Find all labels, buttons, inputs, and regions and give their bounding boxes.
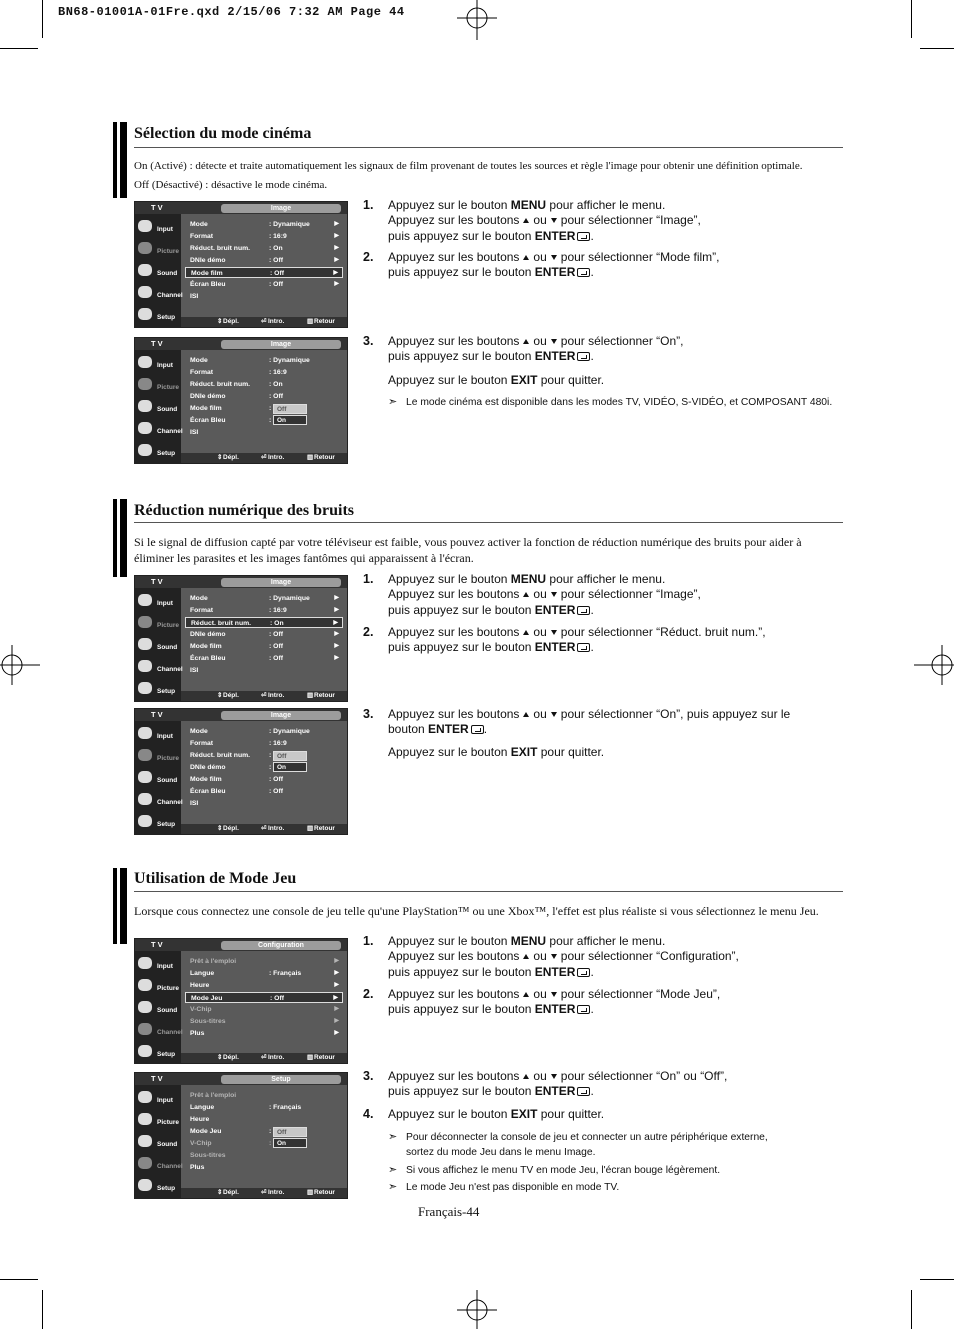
menu-category-icon (138, 286, 152, 298)
return-icon: ▥ (307, 1054, 314, 1061)
tv-side-item: Setup (135, 1176, 181, 1196)
enter-icon (577, 643, 590, 652)
tv-menu-row: Mode Jeu : (190, 1128, 272, 1135)
chevron-right-icon: ▶ (334, 631, 339, 637)
tv-menu-row: Format : 16:9 ▶ (190, 607, 339, 614)
menu-category-icon (138, 1113, 152, 1125)
menu-category-icon (138, 660, 152, 672)
up-arrow-icon (523, 592, 529, 597)
tv-menu-screenshot (134, 337, 348, 464)
section-bar (113, 868, 127, 944)
tv-footer: ⇕ Dépl. ⏎ Intro. ▥ Retour (181, 691, 347, 701)
chevron-right-icon: ▶ (334, 958, 339, 964)
tv-side-item: Sound (135, 261, 181, 281)
tv-menu-row: Mode film : Off (190, 776, 283, 783)
section-bar (113, 499, 127, 577)
section-description: Lorsque cous connectez une console de jeu telle qu'une PlayStation™ ou une Xbox™, l'effet est plus réaliste si vous sélectionnez le menu Jeu. (134, 904, 819, 918)
menu-category-icon (138, 444, 152, 456)
tv-menu-title: Configuration (221, 941, 341, 950)
tv-label: T V (151, 940, 163, 949)
crop-mark (911, 0, 912, 38)
menu-category-icon (138, 815, 152, 827)
registration-mark-icon (457, 1290, 497, 1329)
menu-category-icon (138, 749, 152, 761)
section-cinema-mode (113, 122, 843, 202)
chevron-right-icon: ▶ (334, 643, 339, 649)
crop-mark (0, 48, 38, 49)
menu-category-icon (138, 1157, 152, 1169)
tv-menu-row: Format : 16:9 (190, 740, 287, 747)
menu-category-icon (138, 1091, 152, 1103)
tv-side-item: Channel (135, 283, 181, 303)
tv-menu-row: Réduct. bruit num. : (190, 752, 272, 759)
tv-side-item: Channel (135, 419, 181, 439)
enter-icon: ⏎ (261, 318, 267, 325)
chevron-right-icon: ▶ (334, 655, 339, 661)
menu-category-icon (138, 771, 152, 783)
tv-menu-row: Réduct. bruit num. : On ▶ (185, 617, 343, 628)
crop-mark (920, 1279, 954, 1280)
tv-menu-row: ISI (190, 429, 199, 436)
down-arrow-icon (551, 992, 557, 997)
tv-menu-row: ISI (190, 667, 199, 674)
tv-menu-row: Format : 16:9 (190, 369, 287, 376)
tv-popup-option: On (273, 1138, 307, 1148)
enter-icon: ⏎ (261, 454, 267, 461)
up-arrow-icon (523, 712, 529, 717)
enter-icon (577, 606, 590, 615)
tv-menu-screenshot (134, 938, 348, 1064)
section-title: Sélection du mode cinéma (134, 125, 312, 142)
down-arrow-icon (551, 255, 557, 260)
tv-header (135, 709, 347, 721)
down-arrow-icon (551, 592, 557, 597)
menu-category-icon (138, 1001, 152, 1013)
tv-menu-row: Sous-titres (190, 1152, 226, 1159)
tv-menu-row: ISI (190, 293, 199, 300)
tv-footer: ⇕ Dépl. ⏎ Intro. ▥ Retour (181, 317, 347, 327)
tv-menu-row: Écran Bleu : Off ▶ (190, 655, 339, 662)
tv-menu-row: Heure ▶ (190, 982, 339, 989)
tv-sidebar (135, 214, 181, 327)
tv-side-item: Setup (135, 441, 181, 461)
tv-popup-option: On (273, 762, 307, 772)
enter-icon: ⏎ (261, 1189, 267, 1196)
tv-menu-row: Réduct. bruit num. : On ▶ (190, 245, 339, 252)
tv-side-item: Setup (135, 679, 181, 699)
tv-menu-row: Mode Jeu : Off ▶ (185, 992, 343, 1003)
registration-mark-icon (0, 645, 40, 685)
tv-menu-title: Image (221, 204, 341, 213)
chevron-right-icon: ▶ (334, 982, 339, 988)
chevron-right-icon: ▶ (334, 595, 339, 601)
tv-menu-row: Écran Bleu : Off ▶ (190, 281, 339, 288)
tv-side-item: Sound (135, 397, 181, 417)
tv-side-item: Setup (135, 812, 181, 832)
tv-menu-screenshot (134, 201, 348, 328)
menu-category-icon (138, 356, 152, 368)
menu-category-icon (138, 682, 152, 694)
tv-menu-row: Prêt à l'emploi (190, 1092, 237, 1099)
tv-side-item: Setup (135, 305, 181, 325)
page-number: Français-44 (418, 1204, 480, 1219)
tv-menu-screenshot (134, 575, 348, 702)
tv-side-item: Setup (135, 1042, 181, 1062)
tv-popup-option: Off (273, 404, 307, 414)
note-arrow-icon: ➣ (388, 1164, 398, 1176)
tv-sidebar (135, 951, 181, 1063)
enter-icon (577, 268, 590, 277)
registration-mark-icon (914, 645, 954, 685)
return-icon: ▥ (307, 1189, 314, 1196)
menu-category-icon (138, 400, 152, 412)
chevron-right-icon: ▶ (334, 257, 339, 263)
tv-label: T V (151, 710, 163, 719)
section-rule (134, 891, 843, 892)
tv-menu-row: Mode : Dynamique (190, 357, 310, 364)
tv-header (135, 939, 347, 951)
registration-mark-icon (457, 0, 497, 40)
menu-category-icon (138, 979, 152, 991)
tv-menu-row: Langue : Français ▶ (190, 970, 339, 977)
chevron-right-icon: ▶ (334, 221, 339, 227)
return-icon: ▥ (307, 318, 314, 325)
down-arrow-icon (551, 339, 557, 344)
up-arrow-icon (523, 1074, 529, 1079)
section-bar (113, 122, 127, 198)
tv-menu-row: DNIe démo : (190, 764, 272, 771)
tv-menu-row: Plus ▶ (190, 1030, 339, 1037)
enter-icon: ⏎ (261, 1054, 267, 1061)
tv-sidebar (135, 1085, 181, 1198)
tv-side-item: Input (135, 353, 181, 373)
tv-header (135, 576, 347, 588)
tv-menu-row: Langue : Français (190, 1104, 302, 1111)
move-icon: ⇕ (217, 1189, 223, 1196)
tv-menu-row: V-Chip : (190, 1140, 272, 1147)
enter-icon: ⏎ (261, 692, 267, 699)
tv-side-item: Channel (135, 657, 181, 677)
tv-side-item: Sound (135, 1132, 181, 1152)
tv-menu-row: Réduct. bruit num. : On (190, 381, 283, 388)
section-rule (134, 522, 843, 523)
tv-menu-row: Mode film : (190, 405, 272, 412)
up-arrow-icon (523, 954, 529, 959)
tv-side-item: Input (135, 591, 181, 611)
tv-side-item: Picture (135, 1110, 181, 1130)
chevron-right-icon: ▶ (333, 995, 338, 1001)
tv-menu-row: DNIe démo : Off (190, 393, 283, 400)
section-rule (134, 147, 843, 148)
tv-label: T V (151, 1074, 163, 1083)
down-arrow-icon (551, 954, 557, 959)
tv-side-item: Sound (135, 635, 181, 655)
menu-category-icon (138, 308, 152, 320)
tv-menu-row: Mode : Dynamique ▶ (190, 221, 339, 228)
note-arrow-icon: ➣ (388, 1131, 398, 1143)
menu-category-icon (138, 1135, 152, 1147)
tv-footer: ⇕ Dépl. ⏎ Intro. ▥ Retour (181, 1053, 347, 1063)
tv-side-item: Channel (135, 1154, 181, 1174)
tv-header (135, 338, 347, 350)
menu-category-icon (138, 264, 152, 276)
tv-menu-row: Prêt à l'emploi ▶ (190, 958, 339, 965)
section-description: Si le signal de diffusion capté par votre téléviseur est faible, vous pouvez activer la fonction de réduction numérique des bruits pour aider à éliminer les parasites et les images fantômes qui apparaissent à l'écran. (134, 535, 802, 565)
crop-mark (920, 48, 954, 49)
tv-menu-row: Mode film : Off ▶ (185, 267, 343, 278)
chevron-right-icon: ▶ (334, 1006, 339, 1012)
tv-header (135, 202, 347, 214)
menu-category-icon (138, 422, 152, 434)
menu-category-icon (138, 616, 152, 628)
menu-category-icon (138, 242, 152, 254)
up-arrow-icon (523, 255, 529, 260)
tv-sidebar (135, 350, 181, 463)
tv-label: T V (151, 339, 163, 348)
up-arrow-icon (523, 218, 529, 223)
enter-icon: ⏎ (261, 825, 267, 832)
down-arrow-icon (551, 218, 557, 223)
crop-mark (911, 1290, 912, 1329)
note-arrow-icon: ➣ (388, 396, 398, 408)
chevron-right-icon: ▶ (333, 620, 338, 626)
tv-side-item: Picture (135, 976, 181, 996)
menu-category-icon (138, 638, 152, 650)
chevron-right-icon: ▶ (334, 970, 339, 976)
chevron-right-icon: ▶ (334, 233, 339, 239)
menu-category-icon (138, 1023, 152, 1035)
chevron-right-icon: ▶ (334, 245, 339, 251)
return-icon: ▥ (307, 692, 314, 699)
return-icon: ▥ (307, 825, 314, 832)
enter-icon (577, 1087, 590, 1096)
tv-side-item: Input (135, 217, 181, 237)
crop-mark (42, 1290, 43, 1329)
enter-icon (577, 352, 590, 361)
tv-menu-screenshot (134, 1072, 348, 1199)
menu-category-icon (138, 957, 152, 969)
tv-menu-row: ISI (190, 800, 199, 807)
tv-menu-row: DNIe démo : Off ▶ (190, 631, 339, 638)
menu-category-icon (138, 793, 152, 805)
tv-menu-row: V-Chip ▶ (190, 1006, 339, 1013)
tv-menu-row: Écran Bleu : (190, 417, 272, 424)
tv-menu-title: Image (221, 578, 341, 587)
tv-footer: ⇕ Dépl. ⏎ Intro. ▥ Retour (181, 824, 347, 834)
down-arrow-icon (551, 712, 557, 717)
tv-footer: ⇕ Dépl. ⏎ Intro. ▥ Retour (181, 1188, 347, 1198)
printer-slug: BN68-01001A-01Fre.qxd 2/15/06 7:32 AM Page 44 (58, 5, 405, 19)
chevron-right-icon: ▶ (334, 1030, 339, 1036)
move-icon: ⇕ (217, 454, 223, 461)
tv-side-item: Channel (135, 1020, 181, 1040)
tv-side-item: Picture (135, 239, 181, 259)
chevron-right-icon: ▶ (334, 281, 339, 287)
menu-category-icon (138, 1045, 152, 1057)
tv-header (135, 1073, 347, 1085)
tv-side-item: Sound (135, 998, 181, 1018)
tv-side-item: Picture (135, 746, 181, 766)
tv-popup-option: On (273, 415, 307, 425)
tv-menu-row: Heure (190, 1116, 210, 1123)
tv-menu-row: Format : 16:9 ▶ (190, 233, 339, 240)
section-title: Réduction numérique des bruits (134, 502, 355, 519)
tv-menu-title: Setup (221, 1075, 341, 1084)
tv-menu-title: Image (221, 340, 341, 349)
menu-category-icon (138, 1179, 152, 1191)
enter-icon (577, 1005, 590, 1014)
down-arrow-icon (551, 1074, 557, 1079)
tv-side-item: Channel (135, 790, 181, 810)
section-noise-reduction (113, 499, 843, 579)
enter-icon (577, 968, 590, 977)
tv-popup-option: Off (273, 751, 307, 761)
section-description: On (Activé) : détecte et traite automatiquement les signaux de film provenant de toutes les sources et règle l'image pour obtenir une définition optimale. Off (Désactivé) : désactive le mode cinéma. (134, 160, 803, 191)
up-arrow-icon (523, 630, 529, 635)
chevron-right-icon: ▶ (334, 607, 339, 613)
tv-menu-row: Sous-titres ▶ (190, 1018, 339, 1025)
tv-menu-screenshot (134, 708, 348, 835)
menu-category-icon (138, 220, 152, 232)
tv-side-item: Sound (135, 768, 181, 788)
tv-side-item: Input (135, 724, 181, 744)
return-icon: ▥ (307, 454, 314, 461)
tv-menu-row: Mode film : Off ▶ (190, 643, 339, 650)
crop-mark (42, 0, 43, 38)
crop-mark (0, 1279, 38, 1280)
tv-side-item: Input (135, 954, 181, 974)
tv-footer: ⇕ Dépl. ⏎ Intro. ▥ Retour (181, 453, 347, 463)
menu-category-icon (138, 727, 152, 739)
tv-menu-row: Mode : Dynamique ▶ (190, 595, 339, 602)
tv-menu-row: Mode : Dynamique (190, 728, 310, 735)
move-icon: ⇕ (217, 1054, 223, 1061)
tv-sidebar (135, 588, 181, 701)
enter-icon (577, 232, 590, 241)
tv-side-item: Picture (135, 613, 181, 633)
tv-popup-option: Off (273, 1127, 307, 1137)
tv-menu-row: DNIe démo : Off ▶ (190, 257, 339, 264)
tv-label: T V (151, 203, 163, 212)
chevron-right-icon: ▶ (333, 270, 338, 276)
move-icon: ⇕ (217, 692, 223, 699)
tv-menu-row: Plus (190, 1164, 205, 1171)
tv-label: T V (151, 577, 163, 586)
menu-category-icon (138, 378, 152, 390)
chevron-right-icon: ▶ (334, 1018, 339, 1024)
menu-category-icon (138, 594, 152, 606)
move-icon: ⇕ (217, 318, 223, 325)
tv-sidebar (135, 721, 181, 834)
enter-icon (471, 725, 484, 734)
section-title: Utilisation de Mode Jeu (134, 870, 297, 887)
tv-menu-row: Écran Bleu : Off (190, 788, 283, 795)
down-arrow-icon (551, 630, 557, 635)
up-arrow-icon (523, 992, 529, 997)
move-icon: ⇕ (217, 825, 223, 832)
tv-side-item: Picture (135, 375, 181, 395)
tv-menu-title: Image (221, 711, 341, 720)
tv-side-item: Input (135, 1088, 181, 1108)
note-arrow-icon: ➣ (388, 1181, 398, 1193)
up-arrow-icon (523, 339, 529, 344)
